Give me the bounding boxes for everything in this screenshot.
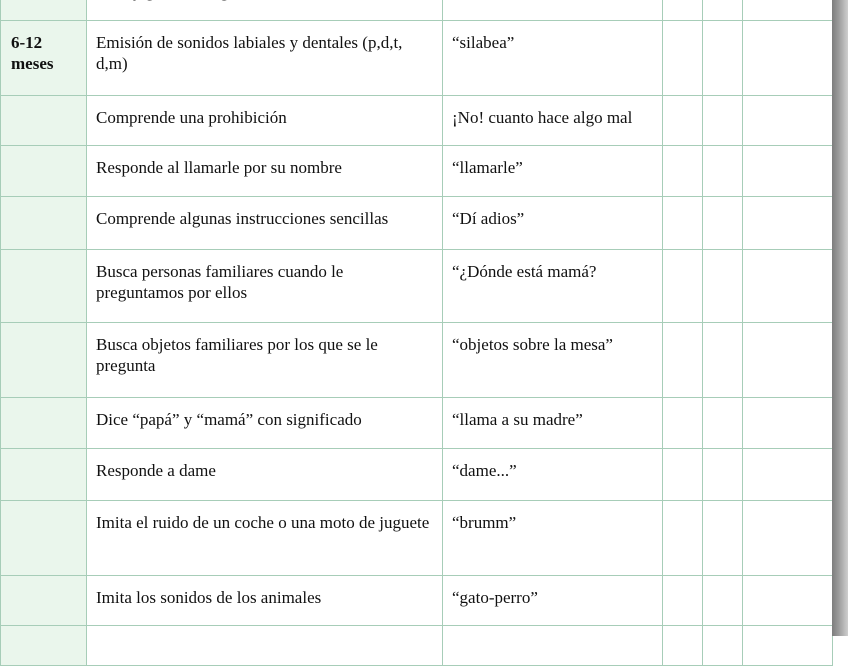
table-row-cut-bottom bbox=[1, 626, 833, 666]
example-text: ¡No! cuanto hace algo mal bbox=[452, 108, 633, 127]
example-cell bbox=[443, 96, 663, 146]
table-row bbox=[1, 501, 833, 576]
description-cell bbox=[87, 626, 443, 666]
notes-cell bbox=[743, 146, 833, 197]
example-cell bbox=[443, 398, 663, 449]
notes-cell bbox=[743, 501, 833, 576]
description-cell bbox=[87, 197, 443, 250]
example-cell bbox=[443, 449, 663, 501]
example-cell bbox=[443, 501, 663, 576]
example-cell bbox=[443, 323, 663, 398]
age-cell bbox=[1, 626, 87, 666]
description-text: Emisión de sonidos labiales y dentales (p,d,t, d,m) bbox=[96, 33, 403, 73]
table-row bbox=[1, 576, 833, 626]
age-cell bbox=[1, 449, 87, 501]
description-text: Imita los sonidos de los animales bbox=[96, 588, 322, 607]
description-text: Comprende algunas instrucciones sencillas bbox=[96, 209, 389, 228]
check-cell bbox=[703, 398, 743, 449]
example-text: “¿Dónde está mamá? bbox=[452, 262, 597, 281]
age-cell bbox=[1, 501, 87, 576]
check-cell bbox=[703, 96, 743, 146]
age-cell bbox=[1, 96, 87, 146]
check-cell bbox=[663, 250, 703, 323]
description-cell bbox=[87, 576, 443, 626]
check-cell bbox=[663, 449, 703, 501]
notes-cell bbox=[743, 250, 833, 323]
example-text: “gato-perro” bbox=[452, 588, 538, 607]
check-cell bbox=[663, 21, 703, 96]
notes-cell bbox=[743, 21, 833, 96]
check-cell bbox=[663, 146, 703, 197]
notes-cell bbox=[743, 449, 833, 501]
age-cell bbox=[1, 398, 87, 449]
example-text: “dame...” bbox=[452, 461, 517, 480]
check-cell bbox=[703, 21, 743, 96]
description-cell bbox=[87, 398, 443, 449]
table-row bbox=[1, 250, 833, 323]
check-cell bbox=[663, 398, 703, 449]
table-row bbox=[1, 449, 833, 501]
notes-cell bbox=[743, 626, 833, 666]
example-text: “llamarle” bbox=[452, 158, 523, 177]
description-cell bbox=[87, 96, 443, 146]
description-cell bbox=[87, 0, 443, 21]
notes-cell bbox=[743, 197, 833, 250]
check-cell bbox=[663, 501, 703, 576]
age-cell bbox=[1, 576, 87, 626]
description-cell bbox=[87, 250, 443, 323]
notes-cell bbox=[743, 398, 833, 449]
description-text: Responde al llamarle por su nombre bbox=[96, 158, 342, 177]
check-cell bbox=[663, 576, 703, 626]
check-cell bbox=[703, 576, 743, 626]
table-row-cut-top bbox=[1, 0, 833, 21]
description-text: Dice “papá” y “mamá” con significado bbox=[96, 410, 362, 429]
check-cell bbox=[663, 197, 703, 250]
example-cell bbox=[443, 250, 663, 323]
example-text: “Dí adios” bbox=[452, 209, 525, 228]
age-cell bbox=[1, 21, 87, 96]
check-cell bbox=[663, 323, 703, 398]
description-text: Imita el ruido de un coche o una moto de juguete bbox=[96, 513, 430, 532]
check-cell bbox=[703, 323, 743, 398]
example-text: “brumm” bbox=[452, 513, 517, 532]
age-label-line1: 6-12 bbox=[11, 33, 43, 52]
description-cell bbox=[87, 323, 443, 398]
notes-cell bbox=[743, 576, 833, 626]
check-cell bbox=[663, 0, 703, 21]
example-text: “llama a su madre” bbox=[452, 410, 583, 429]
description-text: Busca personas familiares cuando le preguntamos por ellos bbox=[96, 262, 344, 302]
table-row bbox=[1, 96, 833, 146]
check-cell bbox=[663, 96, 703, 146]
check-cell bbox=[703, 449, 743, 501]
age-cell bbox=[1, 323, 87, 398]
example-cell bbox=[443, 21, 663, 96]
notes-cell bbox=[743, 96, 833, 146]
age-cell bbox=[1, 197, 87, 250]
description-cell bbox=[87, 449, 443, 501]
check-cell bbox=[663, 626, 703, 666]
description-text: Responde a dame bbox=[96, 461, 216, 480]
notes-cell bbox=[743, 0, 833, 21]
description-text: Busca objetos familiares por los que se le pregunta bbox=[96, 335, 378, 375]
example-cell bbox=[443, 146, 663, 197]
check-cell bbox=[703, 146, 743, 197]
age-label-line2: meses bbox=[11, 54, 54, 73]
description-text bbox=[96, 0, 259, 1]
page-edge-shadow bbox=[832, 0, 848, 636]
description-text: Comprende una prohibición bbox=[96, 108, 287, 127]
age-cell bbox=[1, 0, 87, 21]
example-cell bbox=[443, 197, 663, 250]
check-cell bbox=[703, 250, 743, 323]
description-cell bbox=[87, 21, 443, 96]
table-row bbox=[1, 146, 833, 197]
example-cell bbox=[443, 576, 663, 626]
age-cell bbox=[1, 146, 87, 197]
description-cell bbox=[87, 146, 443, 197]
example-cell bbox=[443, 0, 663, 21]
notes-cell bbox=[743, 323, 833, 398]
example-text: “silabea” bbox=[452, 33, 515, 52]
check-cell bbox=[703, 0, 743, 21]
table-row bbox=[1, 323, 833, 398]
example-cell bbox=[443, 626, 663, 666]
example-text: “objetos sobre la mesa” bbox=[452, 335, 613, 354]
check-cell bbox=[703, 626, 743, 666]
description-cell bbox=[87, 501, 443, 576]
table-row bbox=[1, 197, 833, 250]
check-cell bbox=[703, 501, 743, 576]
table-row bbox=[1, 21, 833, 96]
table-row bbox=[1, 398, 833, 449]
age-cell bbox=[1, 250, 87, 323]
check-cell bbox=[703, 197, 743, 250]
